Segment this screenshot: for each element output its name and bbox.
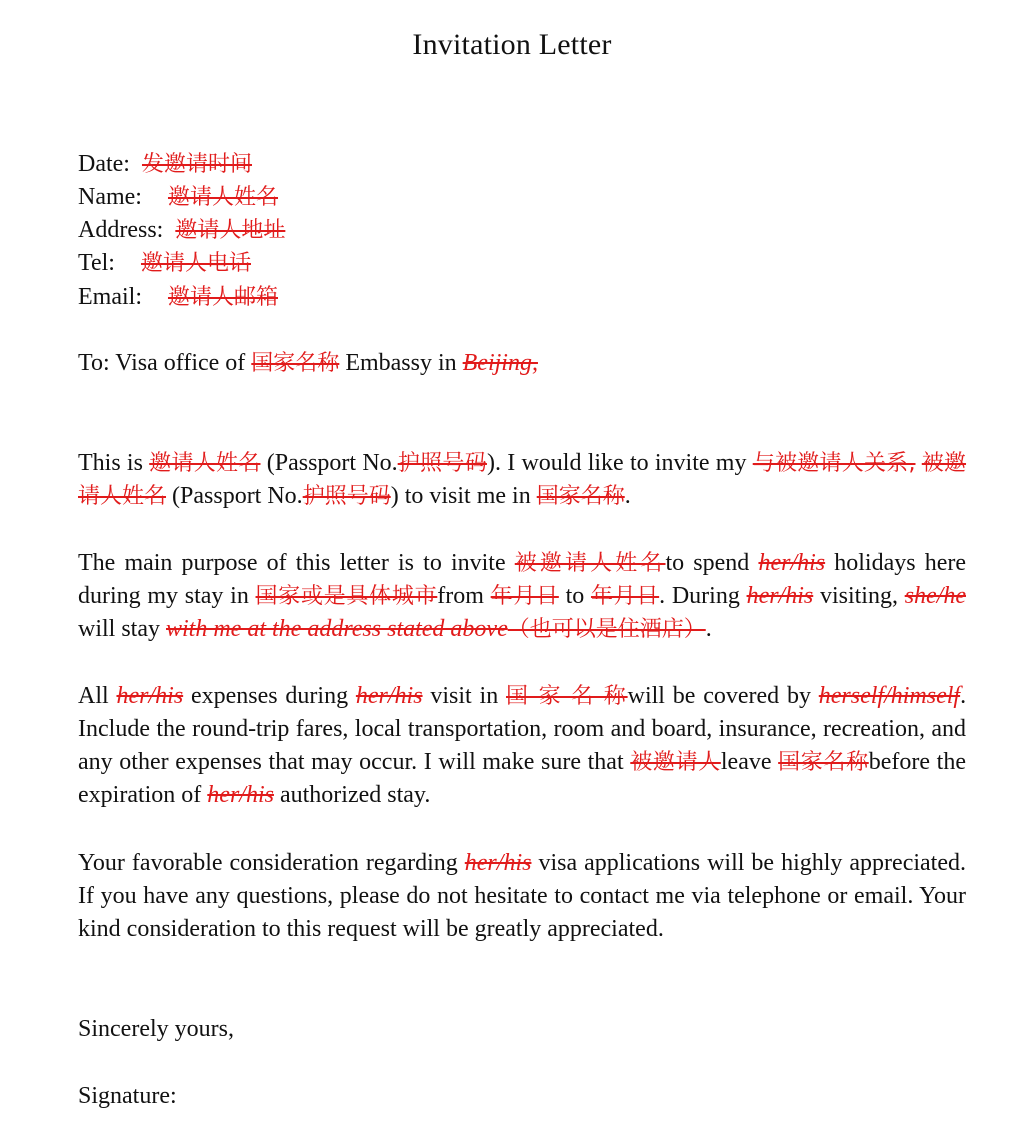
p2-invitee-placeholder: 被邀请人姓名	[514, 551, 666, 576]
to-country-placeholder: 国家名称	[251, 351, 340, 376]
closing-line: Sincerely yours,	[78, 1016, 234, 1042]
p3-text-5: . Include the round-trip fares, local transportation, room and board, insurance, recreation, and any other expenses that may occur. I will make sure that	[78, 683, 967, 775]
p2-pronoun-2: her/his	[746, 583, 814, 609]
email-line	[78, 281, 278, 314]
address-placeholder: 邀请人地址	[175, 218, 286, 243]
p3-text-2: expenses during	[190, 683, 349, 709]
address-label: Address:	[78, 217, 164, 243]
name-line	[78, 181, 278, 214]
signature-label: Signature:	[78, 1083, 177, 1109]
p2-text-6: . During	[659, 583, 740, 609]
p4-pronoun: her/his	[464, 850, 532, 876]
p3-pronoun-3: herself/himself	[818, 683, 961, 709]
p2-text-5: to	[565, 583, 585, 609]
p2-pronoun-1: her/his	[758, 550, 826, 576]
p2-pronoun-3: she/he	[904, 583, 966, 609]
date-line	[78, 148, 252, 181]
p3-text-8: authorized stay.	[279, 782, 431, 808]
to-middle: Embassy in	[345, 350, 457, 376]
p3-text-6: leave	[720, 749, 772, 775]
date-label: Date:	[78, 151, 130, 177]
to-prefix: To: Visa office of	[78, 350, 246, 376]
name-placeholder: 邀请人姓名	[167, 185, 278, 210]
invitee-passport-placeholder: 护照号码	[302, 484, 391, 509]
invitee-name-placeholder: 被邀请人姓名	[78, 451, 967, 509]
date-placeholder: 发邀请时间	[141, 152, 252, 177]
to-city-placeholder: Beijing,	[462, 350, 538, 376]
p3-text-3: visit in	[430, 683, 499, 709]
relation-placeholder: 与被邀请人关系,	[752, 451, 916, 476]
p2-text-7: visiting,	[819, 583, 898, 609]
p3-pronoun-1: her/his	[116, 683, 184, 709]
p2-text-3: holidays here during my stay in	[78, 550, 967, 609]
p3-pronoun-2: her/his	[355, 683, 423, 709]
email-label: Email:	[78, 284, 142, 310]
p1-country-placeholder: 国家名称	[536, 484, 625, 509]
p1-text-5: ) to visit me in	[390, 483, 531, 509]
p2-alt-placeholder: （也可以是住酒店）	[507, 617, 706, 642]
p2-text-9: .	[705, 616, 712, 642]
p3-country-placeholder: 国 家 名 称	[506, 684, 628, 709]
email-placeholder: 邀请人邮箱	[167, 285, 278, 310]
paragraph-expenses	[78, 680, 966, 812]
p1-text-4: (Passport No.	[172, 483, 303, 509]
p2-text-4: from	[437, 583, 484, 609]
p2-text-2: to spend	[665, 550, 750, 576]
p3-text-1: All	[78, 683, 109, 709]
p2-stay-place-placeholder: with me at the address stated above	[166, 616, 508, 642]
p1-text-1: This is	[78, 450, 143, 476]
tel-label: Tel:	[78, 250, 115, 276]
tel-line	[78, 247, 251, 280]
p3-pronoun-4: her/his	[207, 782, 274, 808]
tel-placeholder: 邀请人电话	[140, 251, 251, 276]
name-label: Name:	[78, 184, 142, 210]
p1-text-2: (Passport No.	[266, 450, 398, 476]
address-line	[78, 214, 285, 247]
p3-country-2-placeholder: 国家名称	[778, 750, 869, 775]
p2-place-placeholder: 国家或是具体城市	[255, 584, 438, 609]
p3-invitee-placeholder: 被邀请人	[630, 750, 721, 775]
p3-text-7: before the expiration of	[78, 749, 967, 808]
p4-text-2: visa applications will be highly appreciated. If you have any questions, please do not hesitate to contact me via telephone or email. Your kind consideration to this request will be greatly appreciated.	[78, 850, 966, 942]
inviter-name-placeholder: 邀请人姓名	[149, 451, 261, 476]
letter-title: Invitation Letter	[412, 28, 612, 61]
paragraph-purpose	[78, 547, 966, 646]
p3-text-4: will be covered by	[627, 683, 811, 709]
paragraph-closing-request	[78, 847, 966, 946]
p2-text-1: The main purpose of this letter is to invite	[78, 550, 506, 576]
inviter-passport-placeholder: 护照号码	[397, 451, 487, 476]
p1-text-3: ). I would like to invite my	[486, 450, 747, 476]
p2-date-from-placeholder: 年月日	[490, 584, 559, 609]
to-line	[78, 347, 538, 380]
p2-text-8: will stay	[78, 616, 160, 642]
paragraph-intro	[78, 447, 966, 513]
p2-date-to-placeholder: 年月日	[590, 584, 660, 609]
p1-text-6: .	[624, 483, 631, 509]
p4-text-1: Your favorable consideration regarding	[78, 850, 458, 876]
